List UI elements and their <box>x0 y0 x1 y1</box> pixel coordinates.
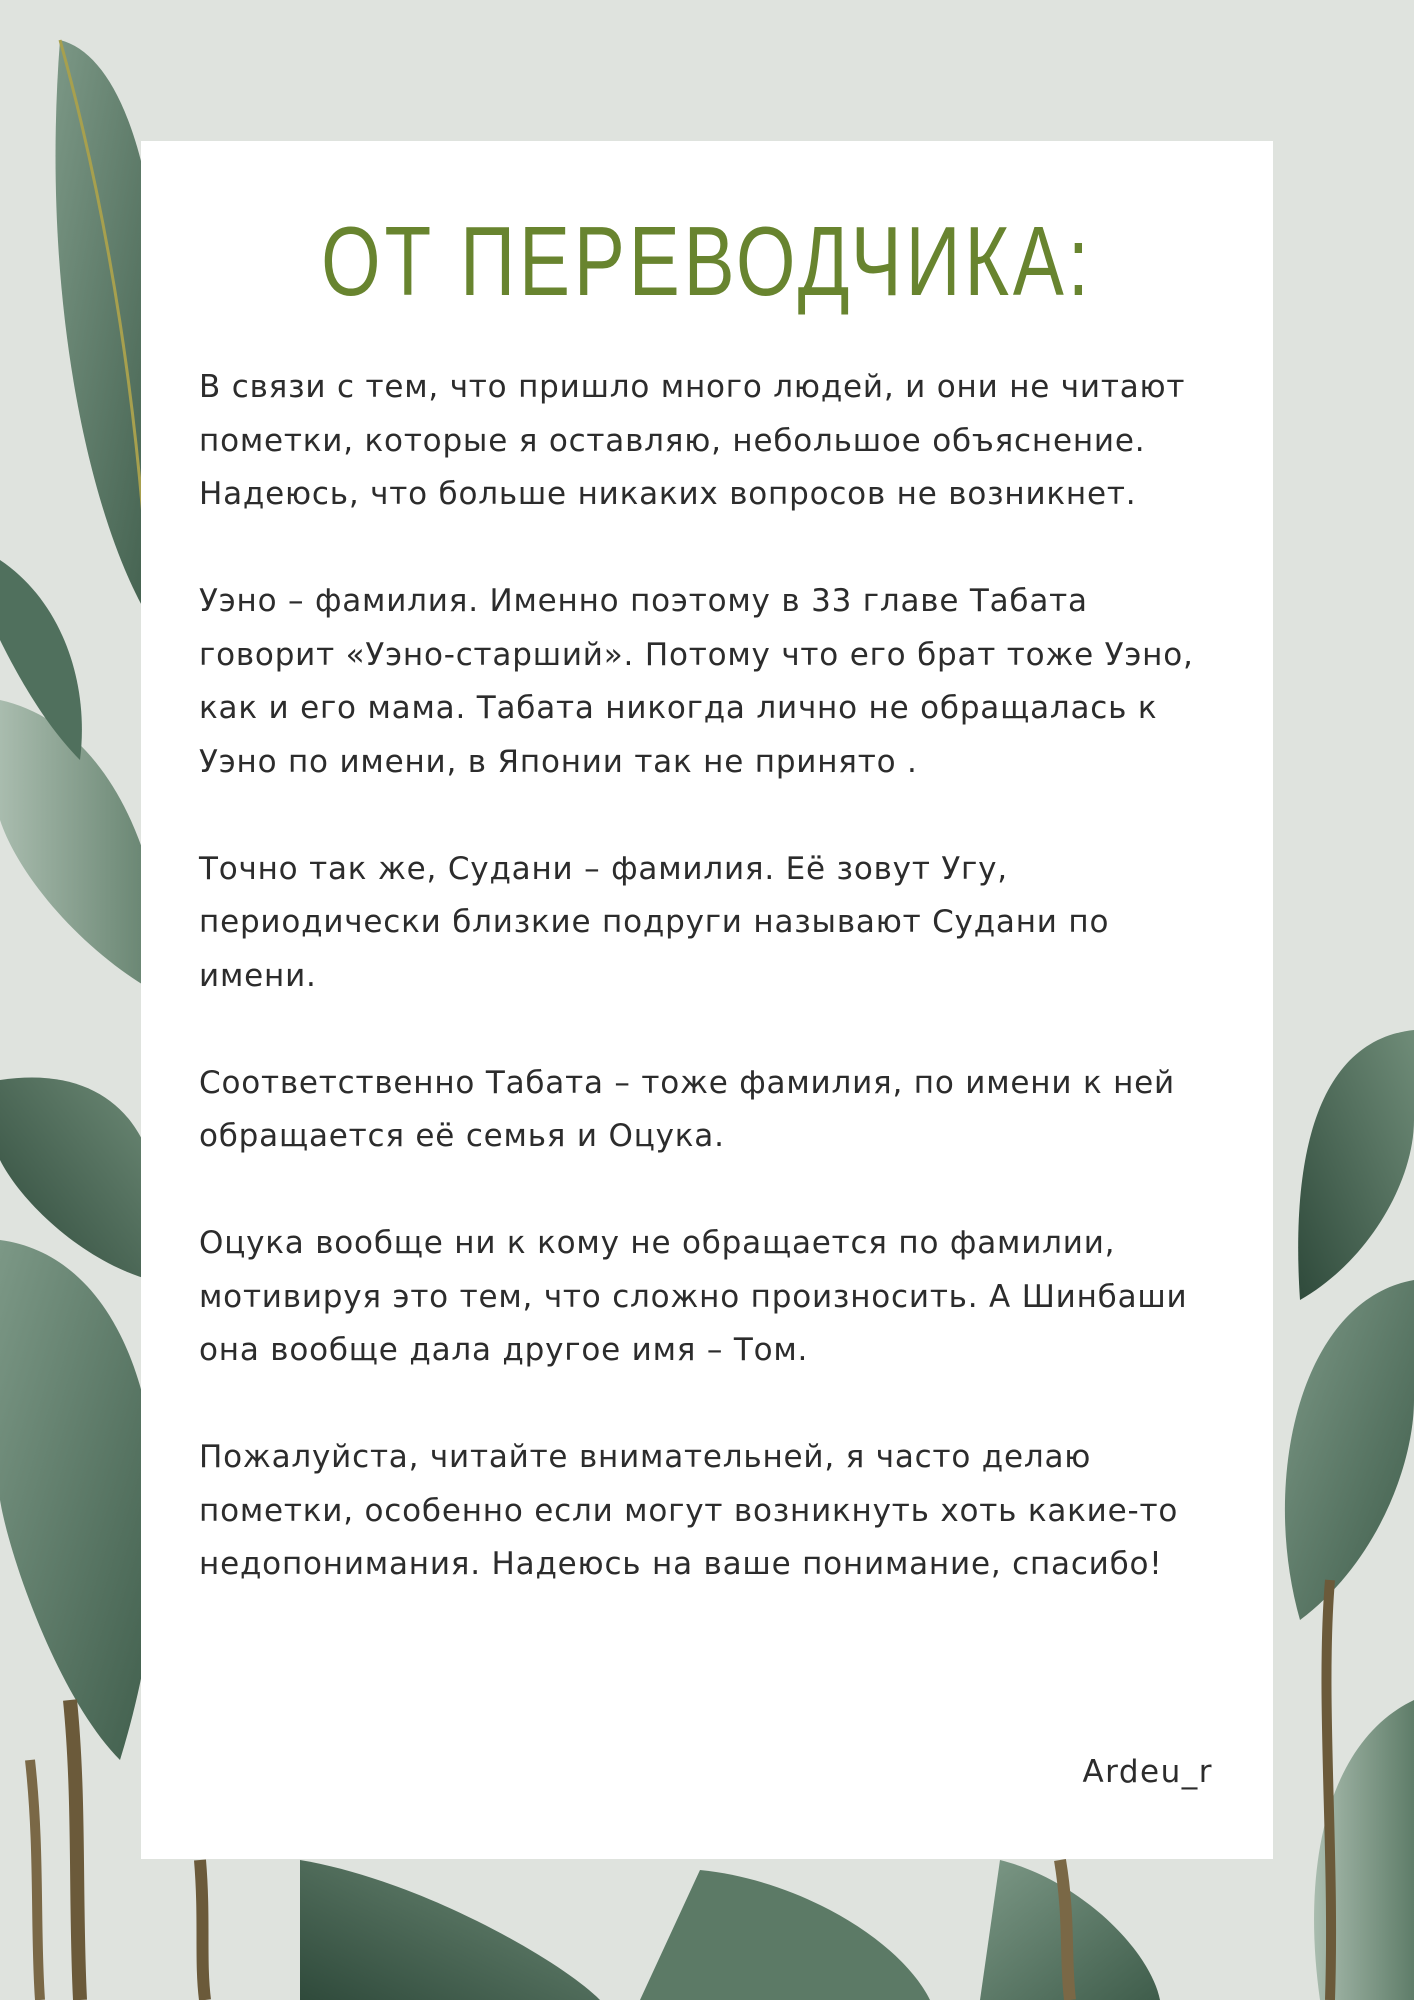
signature: Ardeu_r <box>1082 1754 1213 1790</box>
paragraph: Пожалуйста, читайте внимательней, я часто делаю пометки, особенно если могут возникнуть хоть какие-то недопонимания. Надеюсь на ваше понимание, спасибо! <box>199 1439 1179 1582</box>
paragraph: В связи с тем, что пришло много людей, и они не читают пометки, которые я оставляю, небольшое объяснение. Надеюсь, что больше никаких вопросов не возникнет. <box>199 369 1186 512</box>
paragraph: Соответственно Табата – тоже фамилия, по имени к ней обращается её семья и Оцука. <box>199 1064 1176 1154</box>
note-body <box>199 361 1229 1592</box>
note-card <box>141 141 1273 1859</box>
paragraph: Уэно – фамилия. Именно поэтому в 33 главе Табата говорит «Уэно-старший». Потому что его брат тоже Уэно, как и его мама. Табата никогда лично не обращалась к Уэно по имени, в Японии так не принято . <box>199 583 1194 780</box>
page-title: ОТ ПЕРЕВОДЧИКА: <box>321 206 1093 316</box>
paragraph: Оцука вообще ни к кому не обращается по фамилии, мотивируя это тем, что сложно произносить. А Шинбаши она вообще дала другое имя – Том. <box>199 1225 1188 1368</box>
paragraph: Точно так же, Судани – фамилия. Её зовут Угу, периодически близкие подруги называют Судани по имени. <box>199 850 1110 994</box>
